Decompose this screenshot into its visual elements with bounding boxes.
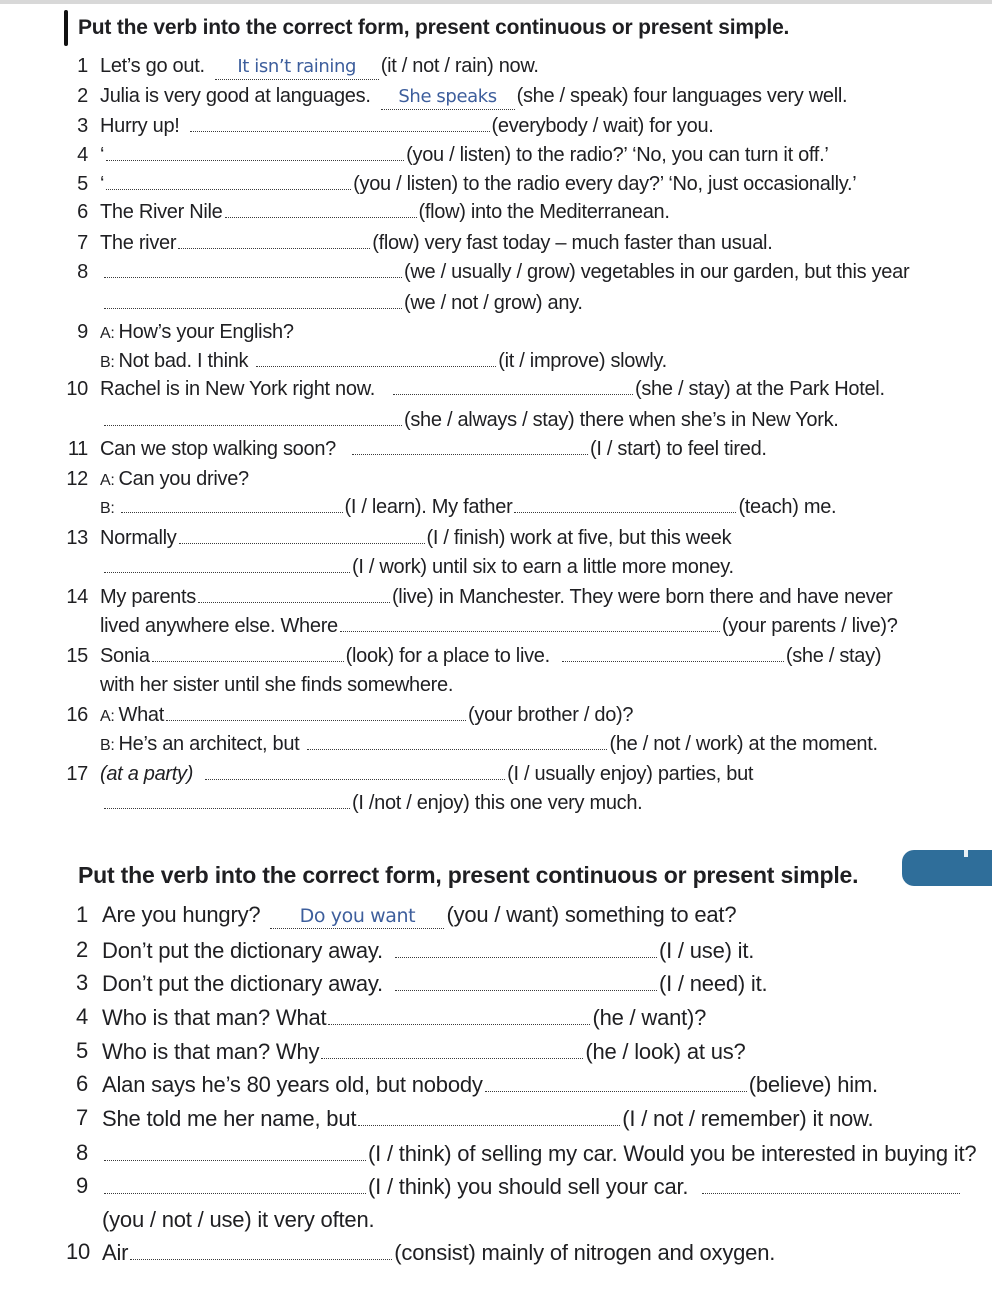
ex2-item-9 (0, 1174, 992, 1204)
item-number: 11 (67, 438, 88, 460)
answer-blank[interactable] (321, 1039, 583, 1059)
speaker-label: B: (100, 737, 115, 754)
top-edge-strip (0, 0, 992, 4)
ex1-item-9 (0, 320, 992, 350)
ex2-item-1 (0, 903, 992, 933)
item-number: 2 (77, 85, 88, 107)
answer-blank[interactable] (104, 791, 350, 809)
verb-hint: (you / listen) to the radio?’ ‘No, you can turn it off.’ (406, 144, 829, 166)
item-text: Don’t put the dictionary away. (102, 938, 383, 963)
item-text: Can we stop walking soon? (100, 438, 336, 460)
answer-field[interactable]: She speaks (381, 85, 515, 110)
speaker-label: B: (100, 354, 115, 371)
item-number: 5 (75, 1038, 88, 1063)
verb-hint: (we / not / grow) any. (404, 292, 583, 314)
item-text: Air (102, 1240, 129, 1265)
verb-hint: (I / not / remember) it now. (622, 1106, 874, 1131)
item-number: 2 (75, 937, 88, 962)
ex1-item-14-cont (0, 614, 992, 644)
answer-blank[interactable] (179, 526, 425, 544)
item-number: 3 (75, 970, 88, 995)
answer-blank[interactable] (104, 260, 402, 278)
ex1-item-15 (0, 644, 992, 674)
quote-mark: ‘ (100, 144, 105, 166)
ex1-item-10-cont (0, 408, 992, 438)
ex2-item-6 (0, 1072, 992, 1102)
item-text: Alan says he’s 80 years old, but nobody (102, 1072, 483, 1097)
verb-hint: (your parents / live)? (721, 615, 898, 637)
verb-hint: (you / want) something to eat? (446, 902, 737, 927)
verb-hint: (she / always / stay) there when she’s in New York. (404, 409, 839, 431)
answer-blank[interactable] (106, 143, 404, 161)
verb-hint: (you / listen) to the radio every day?’ ‘No, just occasionally.’ (353, 173, 857, 195)
item-number: 10 (66, 378, 88, 400)
verb-hint: (I / use) it. (658, 938, 755, 963)
item-number: 12 (66, 468, 88, 490)
exercise2-title: Put the verb into the correct form, present continuous or present simple. (78, 862, 859, 888)
verb-hint: (I / work) until six to earn a little more money. (352, 556, 734, 578)
verb-hint: (believe) him. (748, 1072, 878, 1097)
verb-hint: (I / start) to feel tired. (589, 438, 767, 460)
ex1-item-3 (0, 114, 992, 144)
item-text: with her sister until she finds somewhere. (100, 674, 454, 696)
answer-blank[interactable] (485, 1072, 747, 1092)
item-text: Can you drive? (118, 468, 249, 490)
ex1-item-13-cont (0, 555, 992, 585)
answer-blank[interactable] (256, 349, 496, 367)
item-number: 3 (77, 115, 88, 137)
item-text: What (118, 704, 165, 726)
ex1-item-12 (0, 467, 992, 497)
item-number: 5 (77, 173, 88, 195)
item-number: 14 (66, 586, 88, 608)
item-text: Who is that man? Why (102, 1039, 320, 1064)
speaker-label: A: (100, 708, 115, 725)
verb-hint: (she / stay) (785, 645, 882, 667)
ex1-item-16 (0, 703, 992, 733)
answer-blank[interactable] (152, 644, 344, 662)
item-text: (at a party) (100, 763, 194, 785)
answer-blank[interactable] (340, 614, 720, 632)
ex1-item-17 (0, 762, 992, 792)
answer-blank[interactable] (198, 585, 390, 603)
answer-blank[interactable] (166, 703, 466, 721)
quote-mark: ‘ (100, 173, 105, 195)
ex1-item-9-b (0, 349, 992, 379)
item-text: lived anywhere else. Where (100, 615, 338, 637)
answer-blank[interactable] (328, 1005, 590, 1025)
ex1-item-2 (0, 84, 992, 114)
verb-hint: (look) for a place to live. (345, 645, 550, 667)
item-text: Let’s go out. (100, 55, 205, 77)
item-text: How’s your English? (118, 321, 294, 343)
ex1-item-12-b (0, 495, 992, 525)
item-number: 16 (66, 704, 88, 726)
item-text: Julia is very good at languages. (100, 85, 371, 107)
answer-field[interactable]: It isn’t raining (215, 55, 379, 80)
answer-blank[interactable] (104, 1141, 366, 1161)
answer-blank[interactable] (178, 231, 370, 249)
item-text: Who is that man? What (102, 1005, 327, 1030)
item-text: He’s an architect, but (118, 733, 300, 755)
ex2-item-5 (0, 1039, 992, 1069)
section-marker (64, 10, 68, 46)
verb-hint: (I / need) it. (658, 971, 768, 996)
answer-blank[interactable] (130, 1240, 392, 1260)
item-text: Don’t put the dictionary away. (102, 971, 383, 996)
item-number: 15 (66, 645, 88, 667)
ex1-item-1 (0, 54, 992, 84)
verb-hint: (consist) mainly of nitrogen and oxygen. (394, 1240, 776, 1265)
item-text: My parents (100, 586, 196, 608)
answer-blank[interactable] (395, 971, 657, 991)
verb-hint: (I / learn). My father (344, 496, 513, 518)
answer-blank[interactable] (121, 495, 343, 513)
item-number: 8 (75, 1140, 88, 1165)
verb-hint: (I /not / enjoy) this one very much. (352, 792, 643, 814)
verb-hint: (flow) into the Mediterranean. (418, 201, 670, 223)
item-number: 8 (77, 261, 88, 283)
item-number: 10 (66, 1239, 91, 1264)
ex1-item-6 (0, 200, 992, 230)
verb-hint: (she / speak) four languages very well. (516, 85, 848, 107)
item-number: 9 (77, 321, 88, 343)
ex1-item-10 (0, 377, 992, 407)
answer-blank[interactable] (104, 1174, 366, 1194)
item-text: Rachel is in New York right now. (100, 378, 375, 400)
verb-hint: (it / not / rain) now. (380, 55, 539, 77)
ex2-item-8 (0, 1141, 992, 1171)
answer-blank[interactable] (358, 1106, 620, 1126)
ex1-item-4 (0, 143, 992, 173)
section-tab (902, 850, 992, 886)
ex1-item-15-cont (0, 673, 992, 703)
answer-blank[interactable] (190, 114, 490, 132)
answer-field[interactable]: Do you want (270, 904, 444, 929)
item-number: 13 (66, 527, 88, 549)
ex2-item-2 (0, 938, 992, 968)
item-number: 6 (77, 201, 88, 223)
verb-hint: (everybody / wait) for you. (491, 115, 714, 137)
item-text: Normally (100, 527, 177, 549)
item-number: 1 (75, 902, 88, 927)
answer-blank[interactable] (393, 377, 633, 395)
verb-hint: (it / improve) slowly. (498, 350, 667, 372)
verb-hint: (he / look) at us? (585, 1039, 746, 1064)
verb-hint: (you / not / use) it very often. (102, 1207, 375, 1232)
verb-hint: (I / finish) work at five, but this week (426, 527, 732, 549)
verb-hint: (I / think) of selling my car. Would you be interested in buying it? (368, 1141, 977, 1166)
ex2-item-9-cont (0, 1208, 992, 1238)
exercise1-title: Put the verb into the correct form, present continuous or present simple. (78, 16, 790, 39)
item-number: 4 (75, 1004, 88, 1029)
answer-blank[interactable] (514, 495, 736, 513)
answer-blank[interactable] (395, 938, 657, 958)
verb-hint: (he / want)? (592, 1005, 707, 1030)
answer-blank[interactable] (352, 437, 588, 455)
ex2-item-10 (0, 1240, 992, 1270)
verb-hint: (we / usually / grow) vegetables in our garden, but this year (404, 261, 910, 283)
ex1-item-13 (0, 526, 992, 556)
verb-hint: (live) in Manchester. They were born there and have never (391, 586, 893, 608)
speaker-label: B: (100, 500, 115, 517)
verb-hint: (teach) me. (738, 496, 837, 518)
verb-hint: (I / usually enjoy) parties, but (507, 763, 754, 785)
ex1-item-8-cont (0, 291, 992, 321)
ex1-item-11 (0, 437, 992, 467)
answer-blank[interactable] (104, 291, 402, 309)
ex2-item-4 (0, 1005, 992, 1035)
ex2-item-7 (0, 1106, 992, 1136)
item-text: Not bad. I think (118, 350, 249, 372)
item-text: Sonia (100, 645, 150, 667)
item-number: 6 (75, 1071, 88, 1096)
verb-hint: (I / think) you should sell your car. (368, 1174, 689, 1199)
ex1-item-17-cont (0, 791, 992, 821)
answer-blank[interactable] (205, 762, 505, 780)
verb-hint: (she / stay) at the Park Hotel. (635, 378, 885, 400)
verb-hint: (he / not / work) at the moment. (609, 733, 878, 755)
verb-hint: (flow) very fast today – much faster than usual. (372, 232, 773, 254)
answer-blank[interactable] (702, 1174, 960, 1194)
item-number: 1 (77, 55, 88, 77)
ex1-item-7 (0, 231, 992, 261)
ex1-item-16-b (0, 732, 992, 762)
speaker-label: A: (100, 472, 115, 489)
ex1-item-14 (0, 585, 992, 615)
item-text: She told me her name, but (102, 1106, 357, 1131)
verb-hint: (your brother / do)? (468, 704, 634, 726)
item-text: The River Nile (100, 201, 223, 223)
answer-blank[interactable] (562, 644, 784, 662)
ex1-item-5 (0, 172, 992, 202)
item-text: Are you hungry? (102, 902, 261, 927)
item-number: 4 (77, 144, 88, 166)
item-text: Hurry up! (100, 115, 180, 137)
answer-blank[interactable] (307, 732, 607, 750)
item-text: The river (100, 232, 177, 254)
item-number: 7 (77, 232, 88, 254)
answer-blank[interactable] (106, 172, 351, 190)
ex1-item-8 (0, 260, 992, 290)
item-number: 7 (75, 1105, 88, 1130)
speaker-label: A: (100, 325, 115, 342)
answer-blank[interactable] (225, 200, 417, 218)
ex2-item-3 (0, 971, 992, 1001)
item-number: 17 (66, 763, 88, 785)
item-number: 9 (75, 1173, 88, 1198)
answer-blank[interactable] (104, 555, 350, 573)
answer-blank[interactable] (104, 408, 402, 426)
